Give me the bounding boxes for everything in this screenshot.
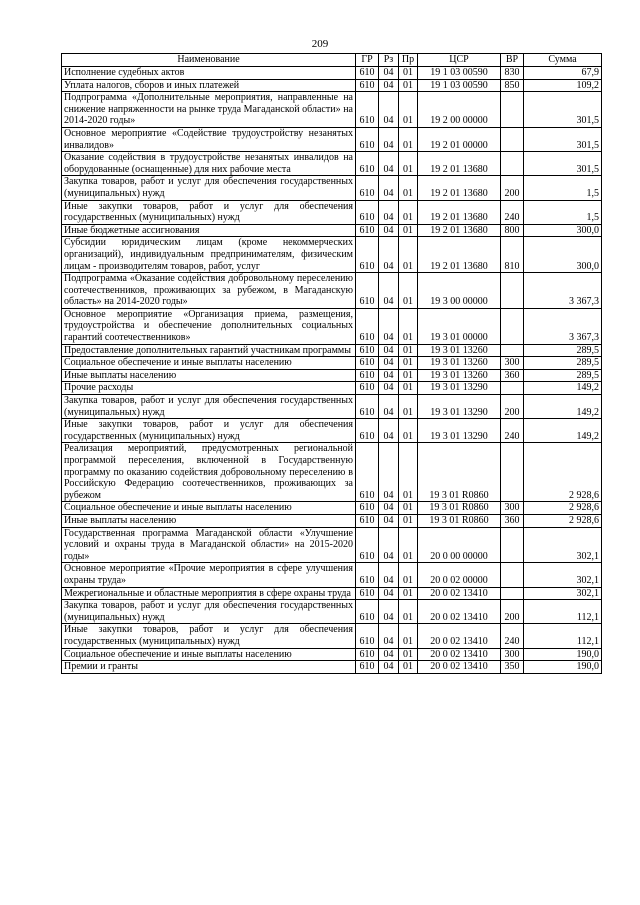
row-rz: 04	[379, 419, 399, 443]
row-rz: 04	[379, 273, 399, 309]
row-vr: 360	[501, 514, 524, 527]
row-csr: 19 3 00 00000	[418, 273, 501, 309]
row-vr	[501, 152, 524, 176]
table-row	[62, 395, 602, 419]
row-rz: 04	[379, 514, 399, 527]
row-pr: 01	[399, 443, 418, 502]
table-row	[62, 67, 602, 80]
row-vr: 200	[501, 600, 524, 624]
row-vr	[501, 527, 524, 563]
header-vr: ВР	[501, 54, 524, 67]
row-gr: 610	[356, 502, 379, 515]
row-csr: 19 2 01 00000	[418, 127, 501, 151]
row-vr	[501, 92, 524, 128]
row-name: Субсидии юридическим лицам (кроме некоммерческих организаций), индивидуальным предпринимателям, физическим лицам - производителям товаров, работ, услуг	[62, 237, 356, 273]
row-sum: 301,5	[524, 127, 602, 151]
row-pr: 01	[399, 67, 418, 80]
row-pr: 01	[399, 563, 418, 587]
row-rz: 04	[379, 92, 399, 128]
row-vr: 300	[501, 502, 524, 515]
table-body	[62, 67, 602, 674]
row-csr: 19 3 01 13290	[418, 395, 501, 419]
row-rz: 04	[379, 79, 399, 92]
row-gr: 610	[356, 624, 379, 648]
row-sum: 1,5	[524, 200, 602, 224]
row-gr: 610	[356, 600, 379, 624]
row-vr: 300	[501, 357, 524, 370]
row-csr: 19 2 01 13680	[418, 224, 501, 237]
table-row	[62, 237, 602, 273]
table-row	[62, 127, 602, 151]
row-vr: 850	[501, 79, 524, 92]
row-vr: 830	[501, 67, 524, 80]
row-name: Реализация мероприятий, предусмотренных региональной программой переселения, включенной в Государственную программу по оказанию содействия добровольному переселению в Российскую Федерацию соотечественников, проживающих за рубежом	[62, 443, 356, 502]
row-sum: 301,5	[524, 152, 602, 176]
row-rz: 04	[379, 502, 399, 515]
row-pr: 01	[399, 92, 418, 128]
row-csr: 20 0 02 13410	[418, 587, 501, 600]
row-vr: 200	[501, 176, 524, 200]
row-sum: 302,1	[524, 563, 602, 587]
row-pr: 01	[399, 661, 418, 674]
row-csr: 19 2 01 13680	[418, 176, 501, 200]
row-gr: 610	[356, 308, 379, 344]
row-name: Предоставление дополнительных гарантий участникам программы	[62, 344, 356, 357]
row-name: Закупка товаров, работ и услуг для обеспечения государственных (муниципальных) нужд	[62, 600, 356, 624]
row-sum: 300,0	[524, 224, 602, 237]
table-row	[62, 600, 602, 624]
row-sum: 289,5	[524, 344, 602, 357]
row-name: Премии и гранты	[62, 661, 356, 674]
header-sum: Сумма	[524, 54, 602, 67]
row-name: Иные выплаты населению	[62, 514, 356, 527]
table-row	[62, 587, 602, 600]
table-row	[62, 648, 602, 661]
table-header-row	[62, 54, 602, 67]
table-row	[62, 443, 602, 502]
row-pr: 01	[399, 200, 418, 224]
row-rz: 04	[379, 661, 399, 674]
row-name: Оказание содействия в трудоустройстве незанятых инвалидов на оборудованные (оснащенные) для них рабочие места	[62, 152, 356, 176]
table-row	[62, 419, 602, 443]
row-gr: 610	[356, 443, 379, 502]
row-csr: 20 0 02 13410	[418, 661, 501, 674]
row-gr: 610	[356, 67, 379, 80]
budget-table	[61, 53, 602, 674]
row-gr: 610	[356, 648, 379, 661]
row-rz: 04	[379, 395, 399, 419]
table-row	[62, 382, 602, 395]
header-pr: Пр	[399, 54, 418, 67]
row-sum: 112,1	[524, 624, 602, 648]
table-row	[62, 92, 602, 128]
row-rz: 04	[379, 600, 399, 624]
row-vr	[501, 443, 524, 502]
row-gr: 610	[356, 200, 379, 224]
row-sum: 149,2	[524, 382, 602, 395]
row-name: Иные закупки товаров, работ и услуг для обеспечения государственных (муниципальных) нужд	[62, 624, 356, 648]
row-sum: 190,0	[524, 661, 602, 674]
row-name: Социальное обеспечение и иные выплаты населению	[62, 357, 356, 370]
row-rz: 04	[379, 369, 399, 382]
table-row	[62, 224, 602, 237]
row-sum: 2 928,6	[524, 502, 602, 515]
row-csr: 20 0 02 13410	[418, 624, 501, 648]
row-vr: 800	[501, 224, 524, 237]
row-name: Прочие расходы	[62, 382, 356, 395]
row-gr: 610	[356, 527, 379, 563]
page-number: 209	[311, 38, 329, 50]
row-vr	[501, 563, 524, 587]
row-name: Подпрограмма «Оказание содействия добровольному переселению соотечественников, проживающих за рубежом, в Магаданскую область» на 2014-2020 годы»	[62, 273, 356, 309]
row-sum: 149,2	[524, 395, 602, 419]
row-gr: 610	[356, 661, 379, 674]
row-pr: 01	[399, 395, 418, 419]
row-vr	[501, 344, 524, 357]
row-gr: 610	[356, 382, 379, 395]
row-name: Основное мероприятие «Содействие трудоустройству незанятых инвалидов»	[62, 127, 356, 151]
row-csr: 19 3 01 R0860	[418, 443, 501, 502]
row-vr: 300	[501, 648, 524, 661]
row-gr: 610	[356, 587, 379, 600]
row-rz: 04	[379, 127, 399, 151]
row-pr: 01	[399, 308, 418, 344]
row-name: Закупка товаров, работ и услуг для обеспечения государственных (муниципальных) нужд	[62, 176, 356, 200]
header-csr: ЦСР	[418, 54, 501, 67]
row-gr: 610	[356, 273, 379, 309]
row-name: Социальное обеспечение и иные выплаты населению	[62, 502, 356, 515]
row-name: Иные бюджетные ассигнования	[62, 224, 356, 237]
row-name: Иные выплаты населению	[62, 369, 356, 382]
row-vr: 200	[501, 395, 524, 419]
row-gr: 610	[356, 395, 379, 419]
header-gr: ГР	[356, 54, 379, 67]
row-rz: 04	[379, 587, 399, 600]
row-gr: 610	[356, 237, 379, 273]
row-csr: 19 3 01 13260	[418, 344, 501, 357]
row-gr: 610	[356, 419, 379, 443]
row-csr: 19 3 01 13260	[418, 357, 501, 370]
table-row	[62, 661, 602, 674]
row-csr: 19 3 01 13260	[418, 369, 501, 382]
row-pr: 01	[399, 514, 418, 527]
row-sum: 112,1	[524, 600, 602, 624]
row-name: Уплата налогов, сборов и иных платежей	[62, 79, 356, 92]
row-csr: 19 2 01 13680	[418, 200, 501, 224]
row-vr	[501, 127, 524, 151]
row-csr: 19 1 03 00590	[418, 79, 501, 92]
header-name: Наименование	[62, 54, 356, 67]
row-vr: 360	[501, 369, 524, 382]
row-csr: 19 3 01 13290	[418, 419, 501, 443]
row-rz: 04	[379, 624, 399, 648]
table-row	[62, 273, 602, 309]
row-pr: 01	[399, 648, 418, 661]
row-csr: 19 3 01 R0860	[418, 514, 501, 527]
table-row	[62, 152, 602, 176]
row-gr: 610	[356, 224, 379, 237]
row-gr: 610	[356, 514, 379, 527]
row-pr: 01	[399, 600, 418, 624]
row-rz: 04	[379, 152, 399, 176]
row-vr	[501, 273, 524, 309]
row-pr: 01	[399, 224, 418, 237]
row-name: Основное мероприятие «Прочие мероприятия в сфере улучшения охраны труда»	[62, 563, 356, 587]
row-rz: 04	[379, 176, 399, 200]
table-row	[62, 357, 602, 370]
row-pr: 01	[399, 79, 418, 92]
row-gr: 610	[356, 79, 379, 92]
row-name: Иные закупки товаров, работ и услуг для обеспечения государственных (муниципальных) нужд	[62, 419, 356, 443]
row-pr: 01	[399, 127, 418, 151]
row-sum: 289,5	[524, 357, 602, 370]
table-row	[62, 200, 602, 224]
row-csr: 19 3 01 00000	[418, 308, 501, 344]
row-pr: 01	[399, 176, 418, 200]
table-row	[62, 369, 602, 382]
row-sum: 190,0	[524, 648, 602, 661]
row-rz: 04	[379, 224, 399, 237]
row-vr	[501, 587, 524, 600]
row-pr: 01	[399, 624, 418, 648]
row-gr: 610	[356, 152, 379, 176]
row-rz: 04	[379, 200, 399, 224]
row-sum: 149,2	[524, 419, 602, 443]
table-row	[62, 502, 602, 515]
row-csr: 20 0 00 00000	[418, 527, 501, 563]
row-rz: 04	[379, 527, 399, 563]
row-rz: 04	[379, 563, 399, 587]
row-pr: 01	[399, 237, 418, 273]
row-csr: 20 0 02 13410	[418, 600, 501, 624]
table-row	[62, 527, 602, 563]
row-rz: 04	[379, 382, 399, 395]
row-pr: 01	[399, 369, 418, 382]
row-pr: 01	[399, 273, 418, 309]
row-rz: 04	[379, 357, 399, 370]
row-pr: 01	[399, 357, 418, 370]
row-sum: 3 367,3	[524, 273, 602, 309]
row-sum: 302,1	[524, 527, 602, 563]
row-gr: 610	[356, 563, 379, 587]
row-gr: 610	[356, 344, 379, 357]
row-rz: 04	[379, 648, 399, 661]
row-name: Государственная программа Магаданской области «Улучшение условий и охраны труда в Магаданской области» на 2015-2020 годы»	[62, 527, 356, 563]
row-csr: 19 3 01 13290	[418, 382, 501, 395]
row-csr: 19 3 01 R0860	[418, 502, 501, 515]
row-csr: 20 0 02 13410	[418, 648, 501, 661]
table-row	[62, 308, 602, 344]
row-gr: 610	[356, 127, 379, 151]
row-name: Подпрограмма «Дополнительные мероприятия, направленные на снижение напряженности на рынке труда Магаданской области» на 2014-2020 годы»	[62, 92, 356, 128]
row-sum: 2 928,6	[524, 443, 602, 502]
table-row	[62, 563, 602, 587]
row-name: Закупка товаров, работ и услуг для обеспечения государственных (муниципальных) нужд	[62, 395, 356, 419]
row-rz: 04	[379, 67, 399, 80]
row-vr: 810	[501, 237, 524, 273]
row-pr: 01	[399, 502, 418, 515]
row-gr: 610	[356, 176, 379, 200]
row-sum: 289,5	[524, 369, 602, 382]
row-pr: 01	[399, 382, 418, 395]
row-vr: 240	[501, 624, 524, 648]
row-vr: 350	[501, 661, 524, 674]
table-row	[62, 624, 602, 648]
row-sum: 302,1	[524, 587, 602, 600]
row-vr	[501, 308, 524, 344]
row-csr: 19 2 01 13680	[418, 237, 501, 273]
row-pr: 01	[399, 527, 418, 563]
row-csr: 19 2 00 00000	[418, 92, 501, 128]
row-sum: 301,5	[524, 92, 602, 128]
row-sum: 67,9	[524, 67, 602, 80]
row-gr: 610	[356, 357, 379, 370]
row-csr: 20 0 02 00000	[418, 563, 501, 587]
row-name: Основное мероприятие «Организация приема, размещения, трудоустройства и обеспечение дополнительных социальных гарантий соотечественников»	[62, 308, 356, 344]
row-csr: 19 2 01 13680	[418, 152, 501, 176]
row-pr: 01	[399, 587, 418, 600]
row-sum: 2 928,6	[524, 514, 602, 527]
row-name: Социальное обеспечение и иные выплаты населению	[62, 648, 356, 661]
row-sum: 300,0	[524, 237, 602, 273]
row-gr: 610	[356, 369, 379, 382]
row-name: Иные закупки товаров, работ и услуг для обеспечения государственных (муниципальных) нужд	[62, 200, 356, 224]
table-row	[62, 79, 602, 92]
row-rz: 04	[379, 443, 399, 502]
row-name: Межрегиональные и областные мероприятия в сфере охраны труда	[62, 587, 356, 600]
row-rz: 04	[379, 344, 399, 357]
row-pr: 01	[399, 344, 418, 357]
table-row	[62, 514, 602, 527]
row-pr: 01	[399, 152, 418, 176]
row-rz: 04	[379, 308, 399, 344]
row-sum: 3 367,3	[524, 308, 602, 344]
table-row	[62, 176, 602, 200]
row-vr: 240	[501, 419, 524, 443]
row-vr: 240	[501, 200, 524, 224]
row-pr: 01	[399, 419, 418, 443]
row-name: Исполнение судебных актов	[62, 67, 356, 80]
row-gr: 610	[356, 92, 379, 128]
header-rz: Рз	[379, 54, 399, 67]
table-row	[62, 344, 602, 357]
row-rz: 04	[379, 237, 399, 273]
row-csr: 19 1 03 00590	[418, 67, 501, 80]
row-sum: 109,2	[524, 79, 602, 92]
row-sum: 1,5	[524, 176, 602, 200]
row-vr	[501, 382, 524, 395]
